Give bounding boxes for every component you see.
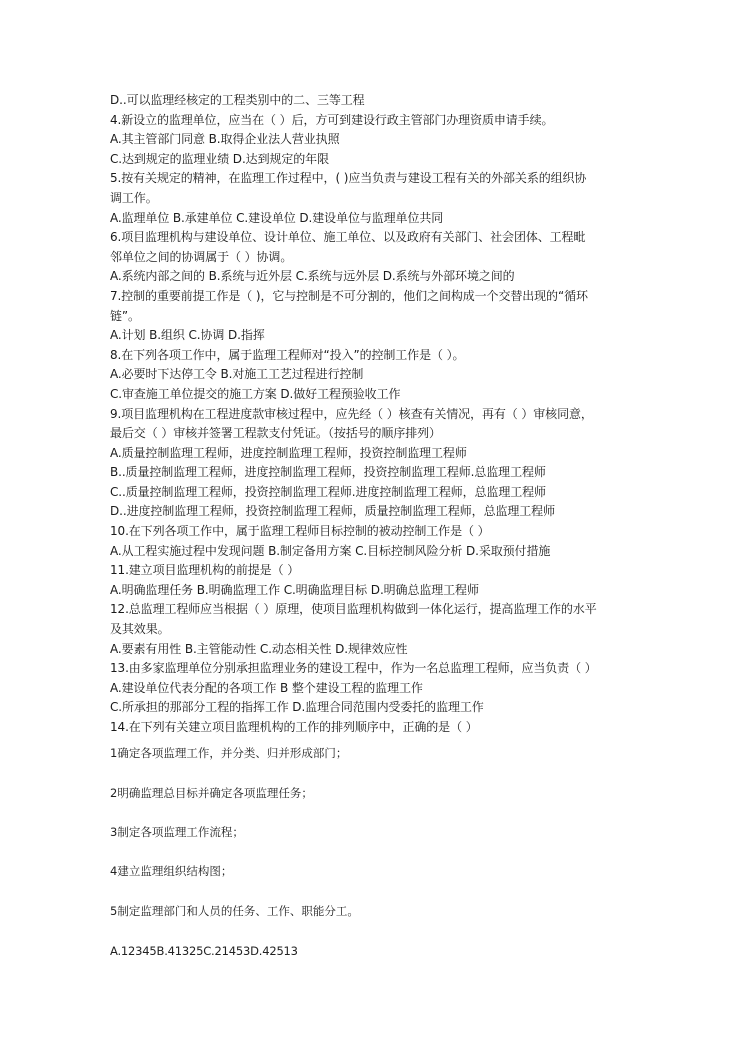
text-line: 链”。 xyxy=(110,308,140,323)
text-line: C.所承担的那部分工程的指挥工作 D.监理合同范围内受委托的监理工作 xyxy=(110,700,484,715)
question-text-block xyxy=(110,91,636,738)
step-item: 1确定各项监理工作，并分类、归并形成部门； xyxy=(110,746,348,760)
text-line: 7.控制的重要前提工作是（ )，它与控制是不可分割的，他们之间构成一个交替出现的“循环 xyxy=(110,288,588,303)
text-line: A.必要时下达停工令 B.对施工工艺过程进行控制 xyxy=(110,367,364,382)
text-line: D..进度控制监理工程师，投资控制监理工程师，质量控制监理工程师，总监理工程师 xyxy=(110,504,555,519)
text-line: 8.在下列各项工作中，属于监理工程师对“投入”的控制工作是（ ）。 xyxy=(110,347,465,362)
text-line: 14.在下列有关建立项目监理机构的工作的排列顺序中，正确的是（ ） xyxy=(110,720,478,734)
step-item: 2明确监理总目标并确定各项监理任务； xyxy=(110,786,313,800)
text-line: 9.项目监理机构在工程进度款审核过程中，应先经（ ）核查有关情况，再有（ ）审核同意， xyxy=(110,406,593,421)
text-line: 12.总监理工程师应当根据（ ）原理，使项目监理机构做到一体化运行，提高监理工作的水平 xyxy=(110,602,597,617)
answer-options: A.12345B.41325C.21453D.42513 xyxy=(110,944,298,958)
text-line: A.要素有用性 B.主管能动性 C.动态相关性 D.规律效应性 xyxy=(110,641,408,656)
text-line: A.质量控制监理工程师，进度控制监理工程师，投资控制监理工程师 xyxy=(110,445,467,460)
text-line: 调工作。 xyxy=(110,190,158,205)
step-item: 3制定各项监理工作流程； xyxy=(110,825,244,839)
text-line: C.达到规定的监理业绩 D.达到规定的年限 xyxy=(110,151,329,166)
text-line: A.从工程实施过程中发现问题 B.制定备用方案 C.目标控制风险分析 D.采取预付措施 xyxy=(110,543,551,558)
text-line: 6.项目监理机构与建设单位、设计单位、施工单位、以及政府有关部门、社会团体、工程毗 xyxy=(110,230,586,245)
text-line: A.计划 B.组织 C.协调 D.指挥 xyxy=(110,328,265,343)
text-line: C.审查施工单位提交的施工方案 D.做好工程预验收工作 xyxy=(110,386,401,401)
text-line: A.明确监理任务 B.明确监理工作 C.明确监理目标 D.明确总监理工程师 xyxy=(110,582,479,597)
text-line: 11.建立项目监理机构的前提是（ ） xyxy=(110,563,300,578)
text-line: 13.由多家监理单位分别承担监理业务的建设工程中，作为一名总监理工程师，应当负责（ ） xyxy=(110,661,597,676)
text-line: 最后交（ ）审核并签署工程款支付凭证。（按括号的顺序排列） xyxy=(110,426,441,441)
text-line: 10.在下列各项工作中，属于监理工程师目标控制的被动控制工作是（ ） xyxy=(110,524,490,539)
step-item: 4建立监理组织结构图； xyxy=(110,864,233,878)
text-line: 邻单位之间的协调属于（ ）协调。 xyxy=(110,249,293,264)
step-item: 5制定监理部门和人员的任务、工作、职能分工。 xyxy=(110,904,359,918)
text-line: 5.按有关规定的精神，在监理工作过程中，( )应当负责与建设工程有关的外部关系的组织协 xyxy=(110,171,587,186)
text-line: B..质量控制监理工程师，进度控制监理工程师，投资控制监理工程师.总监理工程师 xyxy=(110,465,546,480)
text-line: C..质量控制监理工程师，投资控制监理工程师.进度控制监理工程师，总监理工程师 xyxy=(110,484,546,499)
text-line: A.其主管部门同意 B.取得企业法人营业执照 xyxy=(110,132,340,147)
text-line: A.建设单位代表分配的各项工作 B 整个建设工程的监理工作 xyxy=(110,680,423,695)
text-line: A.监理单位 B.承建单位 C.建设单位 D.建设单位与监理单位共同 xyxy=(110,210,444,225)
text-line: A.系统内部之间的 B.系统与近外层 C.系统与远外层 D.系统与外部环境之间的 xyxy=(110,269,515,284)
text-line: 4.新设立的监理单位，应当在（ ）后，方可到建设行政主管部门办理资质申请手续。 xyxy=(110,112,554,127)
text-line: D..可以监理经核定的工程类别中的二、三等工程 xyxy=(110,93,365,107)
text-line: 及其效果。 xyxy=(110,622,170,637)
